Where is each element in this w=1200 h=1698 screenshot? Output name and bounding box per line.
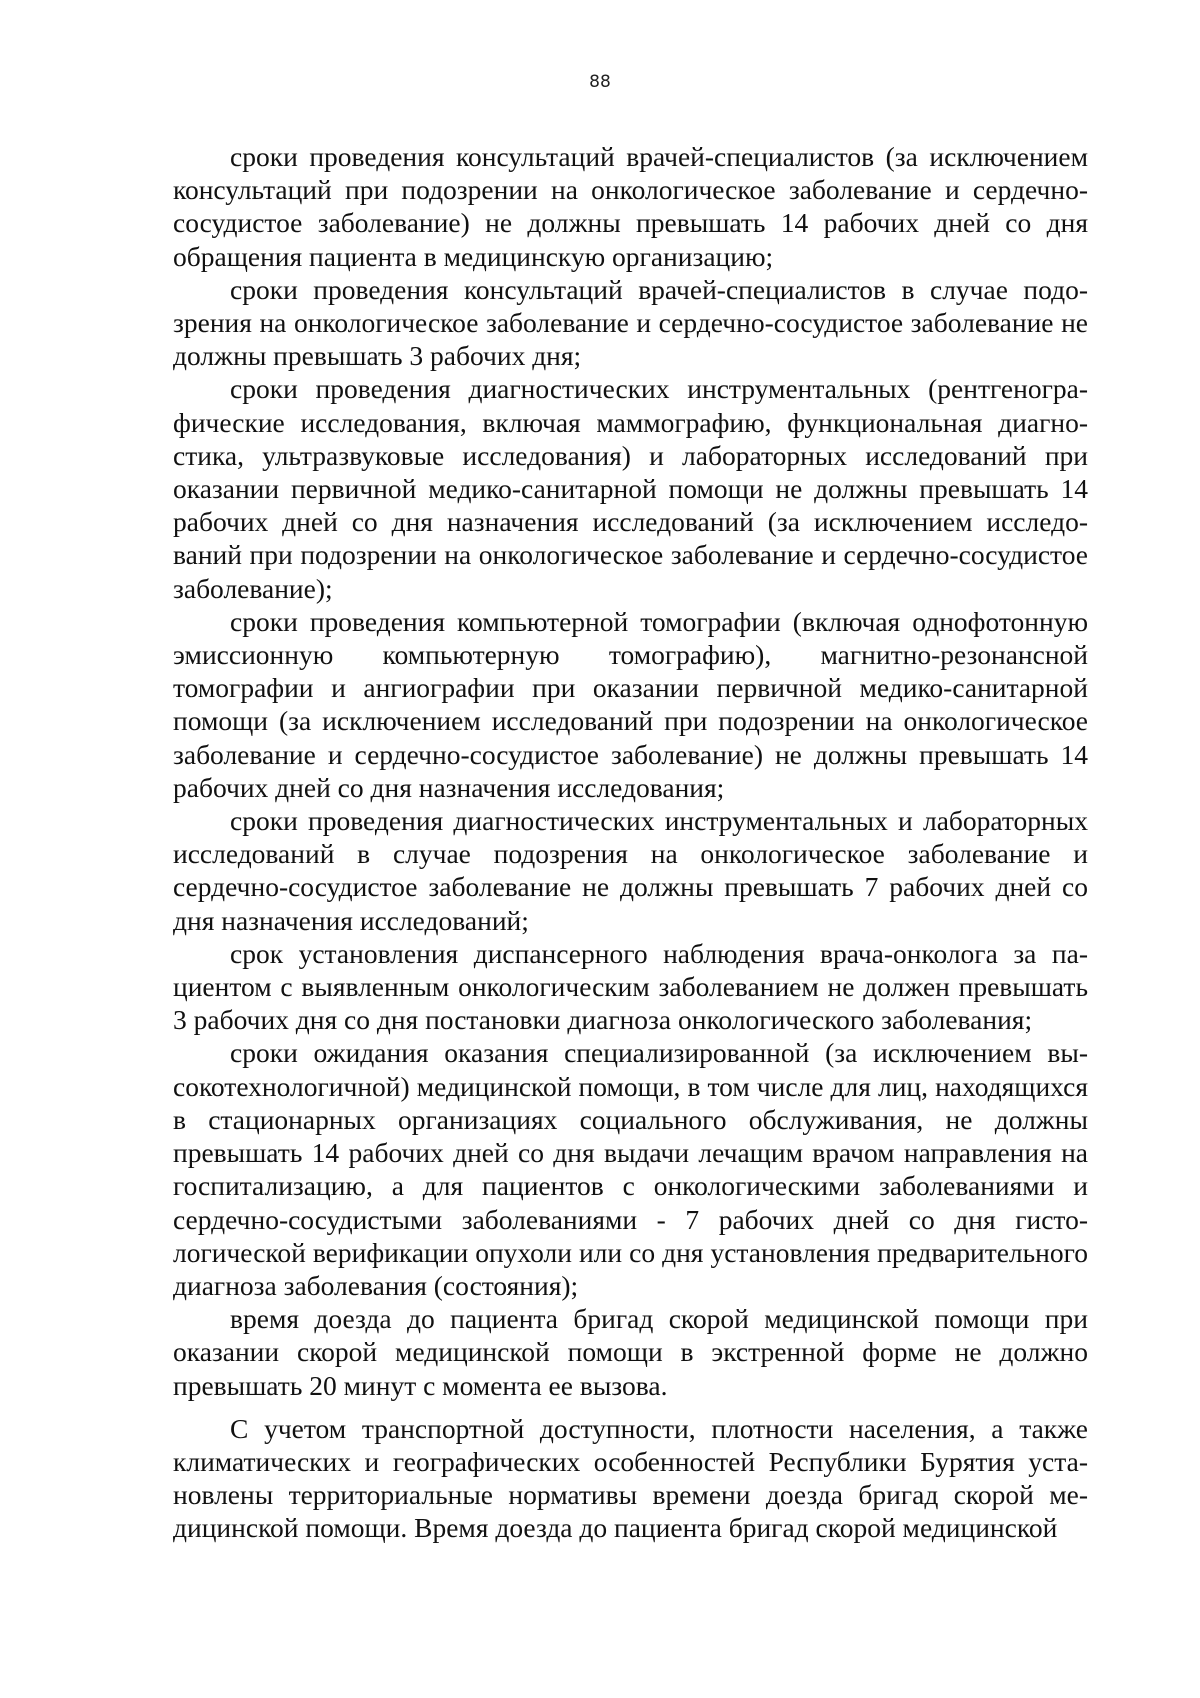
- paragraph-ambulance-arrival-time: время доезда до пациента бригад скорой медицинской помощи при оказании скорой медицинской помощи в экстренной форме не должно превышать 20 минут с момента ее вызова.: [173, 1303, 1088, 1401]
- paragraph-specialist-consultation-oncology: сроки проведения консультаций врачей-специалистов в случае подозрения на онкологическое заболевание и сердечно-сосудистое заболевание не должны превышать 3 рабочих дня;: [173, 273, 1088, 372]
- paragraph-diagnostic-oncology-terms: сроки проведения диагностических инструментальных и лабораторных исследований в случае подозрения на онкологическое заболевание и сердечно-сосудистое заболевание не должны превышать 7 рабочих дней со дня назначения исследований;: [173, 805, 1088, 936]
- paragraph-territorial-standards: С учетом транспортной доступности, плотности населения, а также климатических и географических особенностей Республики Бурятия установлены территориальные нормативы времени доезда бригад скорой медицинской помощи. Время доезда до пациента бригад скорой медицинской: [173, 1412, 1088, 1544]
- page-number: 88: [589, 72, 611, 92]
- paragraph-dispensary-observation-term: срок установления диспансерного наблюдения врача-онколога за пациентом с выявленным онкологическим заболеванием не должен превышать 3 рабочих дня со дня постановки диагноза онкологического заболевания;: [173, 937, 1088, 1036]
- paragraph-diagnostic-instrumental-terms: сроки проведения диагностических инструментальных (рентгенографические исследования, включая маммографию, функциональная диагностика, ультразвуковые исследования) и лабораторных исследований при оказании первичной медико-санитарной помощи не должны превышать 14 рабочих дней со дня назначения исследований (за исключением исследований при подозрении на онкологическое заболевание и сердечно-сосудистое заболевание);: [173, 373, 1088, 604]
- paragraph-computed-tomography-terms: сроки проведения компьютерной томографии (включая однофотонную эмиссионную компьютерную томографию), магнитно-резонансной томографии и ангиографии при оказании первичной медико-санитарной помощи (за исключением исследований при подозрении на онкологическое заболевание и сердечно-сосудистое заболевание) не должны превышать 14 рабочих дней со дня назначения исследования;: [173, 605, 1088, 803]
- paragraph-specialized-care-waiting: сроки ожидания оказания специализированной (за исключением высокотехнологичной) медицинской помощи, в том числе для лиц, находящихся в стационарных организациях социального обслуживания, не должны превышать 14 рабочих дней со дня выдачи лечащим врачом направления на госпитализацию, а для пациентов с онкологическими заболеваниями и сердечно-сосудистыми заболеваниями - 7 рабочих дней со дня гистологической верификации опухоли или со дня установления предварительного диагноза заболевания (состояния);: [173, 1037, 1088, 1301]
- document-body: [173, 140, 1088, 1545]
- paragraph-specialist-consultation-terms: сроки проведения консультаций врачей-специалистов (за исключением консультаций при подозрении на онкологическое заболевание и сердечно-сосудистое заболевание) не должны превышать 14 рабочих дней со дня обращения пациента в медицинскую организацию;: [173, 141, 1088, 272]
